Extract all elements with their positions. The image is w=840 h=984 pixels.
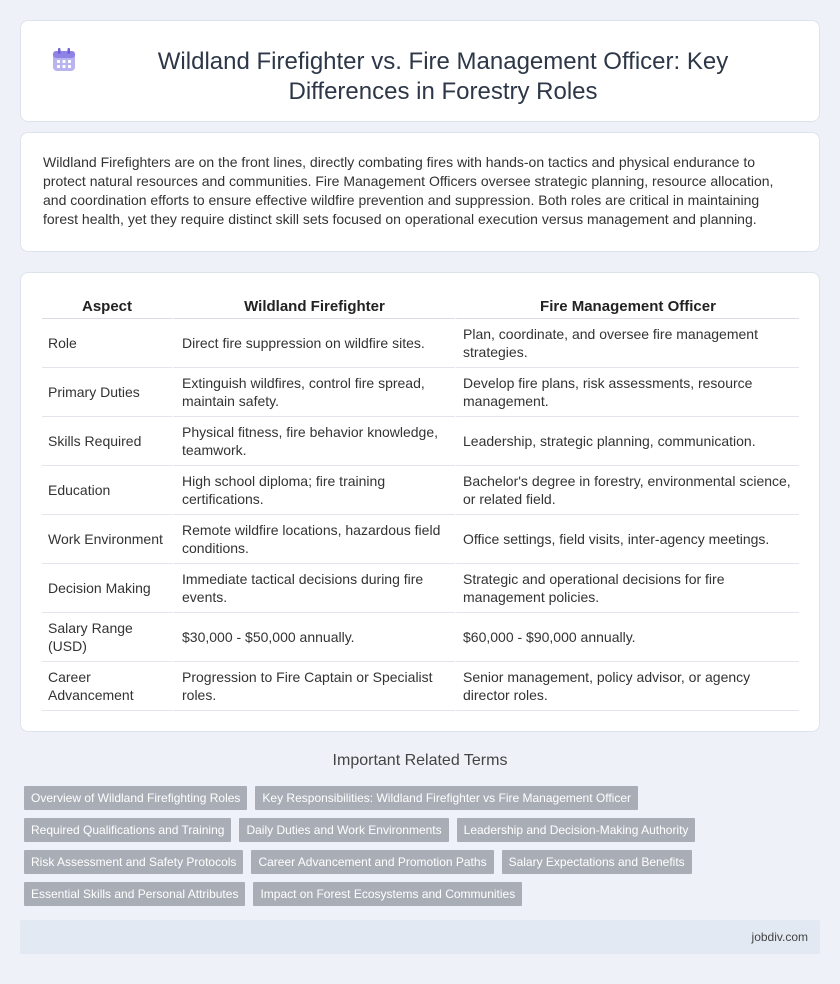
related-term-tag[interactable]: Career Advancement and Promotion Paths [251, 850, 493, 874]
related-term-tag[interactable]: Risk Assessment and Safety Protocols [24, 850, 243, 874]
firefighter-cell: Physical fitness, fire behavior knowledge, teamwork. [172, 417, 455, 466]
table-row [42, 368, 799, 417]
header-card [20, 20, 820, 122]
aspect-cell: Career Advancement [42, 662, 172, 711]
related-term-tag[interactable]: Key Responsibilities: Wildland Firefighter vs Fire Management Officer [255, 786, 638, 810]
footer [20, 920, 820, 954]
officer-cell: Plan, coordinate, and oversee fire management strategies. [455, 319, 799, 368]
related-term-tag[interactable]: Daily Duties and Work Environments [239, 818, 448, 842]
header-aspect: Aspect [42, 295, 172, 319]
officer-cell: Office settings, field visits, inter-agency meetings. [455, 515, 799, 564]
aspect-cell: Work Environment [42, 515, 172, 564]
table-row [42, 662, 799, 711]
related-term-tag[interactable]: Leadership and Decision-Making Authority [457, 818, 696, 842]
officer-cell: Strategic and operational decisions for fire management policies. [455, 564, 799, 613]
table-header-row [42, 295, 799, 319]
officer-cell: Bachelor's degree in forestry, environmental science, or related field. [455, 466, 799, 515]
comparison-card [20, 272, 820, 732]
header-wildland-firefighter: Wildland Firefighter [172, 295, 455, 319]
comparison-table [42, 295, 799, 711]
table-row [42, 613, 799, 662]
intro-text: Wildland Firefighters are on the front lines, directly combating fires with hands-on tactics and physical endurance to protect natural resources and communities. Fire Management Officers oversee strategic planning, resource allocation, and coordination efforts to ensure effective wildfire prevention and suppression. Both roles are critical in maintaining forest health, yet they require distinct skill sets focused on operational execution versus management and planning. [43, 154, 774, 227]
table-row [42, 319, 799, 368]
aspect-cell: Skills Required [42, 417, 172, 466]
officer-cell: Leadership, strategic planning, communication. [455, 417, 799, 466]
related-terms-list [24, 786, 824, 914]
aspect-cell: Role [42, 319, 172, 368]
firefighter-cell: Extinguish wildfires, control fire spread, maintain safety. [172, 368, 455, 417]
firefighter-cell: Immediate tactical decisions during fire events. [172, 564, 455, 613]
tag-row [24, 786, 824, 810]
firefighter-cell: Remote wildfire locations, hazardous field conditions. [172, 515, 455, 564]
tag-row [24, 850, 824, 874]
intro-card [20, 132, 820, 252]
firefighter-cell: Progression to Fire Captain or Specialist roles. [172, 662, 455, 711]
table-row [42, 417, 799, 466]
related-terms-heading: Important Related Terms [332, 752, 508, 769]
related-term-tag[interactable]: Impact on Forest Ecosystems and Communities [253, 882, 522, 906]
aspect-cell: Salary Range (USD) [42, 613, 172, 662]
table-row [42, 564, 799, 613]
related-term-tag[interactable]: Required Qualifications and Training [24, 818, 231, 842]
page-title: Wildland Firefighter vs. Fire Management Officer: Key Differences in Forestry Roles [157, 48, 729, 105]
aspect-cell: Decision Making [42, 564, 172, 613]
firefighter-cell: Direct fire suppression on wildfire sites. [172, 319, 455, 368]
footer-site-link[interactable]: jobdiv.com [751, 930, 808, 944]
firefighter-cell: $30,000 - $50,000 annually. [172, 613, 455, 662]
aspect-cell: Education [42, 466, 172, 515]
header-fire-management-officer: Fire Management Officer [455, 295, 799, 319]
officer-cell: Develop fire plans, risk assessments, resource management. [455, 368, 799, 417]
table-row [42, 466, 799, 515]
calendar-icon [51, 47, 77, 73]
tag-row [24, 882, 824, 906]
officer-cell: $60,000 - $90,000 annually. [455, 613, 799, 662]
tag-row [24, 818, 824, 842]
firefighter-cell: High school diploma; fire training certifications. [172, 466, 455, 515]
related-term-tag[interactable]: Overview of Wildland Firefighting Roles [24, 786, 247, 810]
related-term-tag[interactable]: Salary Expectations and Benefits [502, 850, 692, 874]
related-term-tag[interactable]: Essential Skills and Personal Attributes [24, 882, 245, 906]
officer-cell: Senior management, policy advisor, or agency director roles. [455, 662, 799, 711]
aspect-cell: Primary Duties [42, 368, 172, 417]
table-row [42, 515, 799, 564]
